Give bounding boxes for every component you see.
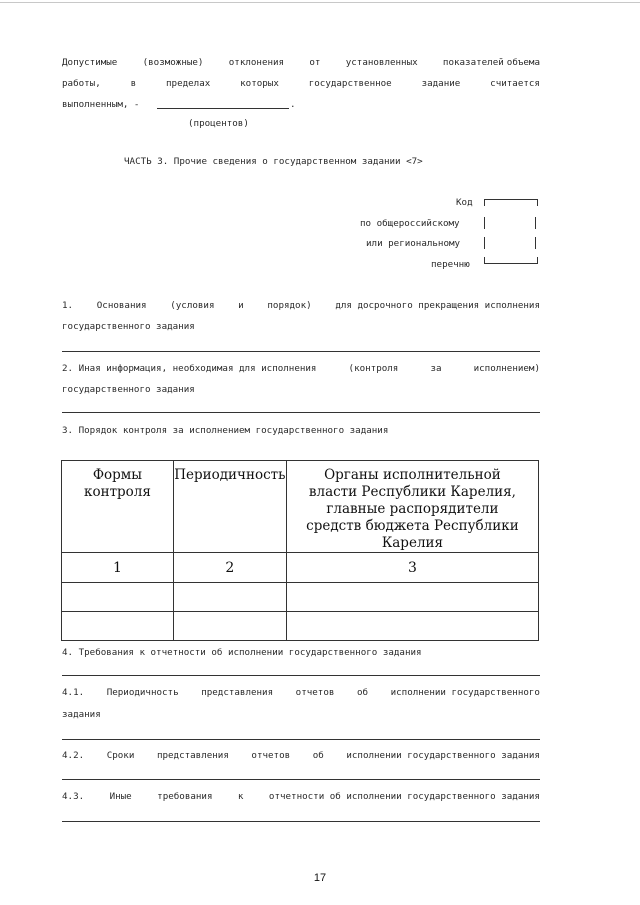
table-number-row [62,553,539,583]
table-cell[interactable] [62,583,174,612]
section-4-2-fill-line [62,779,540,780]
section-4-1-line-2: задания [62,709,101,720]
intro-word: которых [240,78,279,89]
section-2-fill-line [62,412,540,413]
intro-word: установленных [345,57,418,68]
intro-word: отклонения [228,57,285,68]
section-1-fill-line [62,351,540,352]
intro-word: работы, [62,78,101,89]
intro-word: Допустимые [62,57,118,68]
section-4-1-fill-line [62,739,540,740]
section-word: об [312,750,324,761]
percent-label: (процентов) [188,118,249,129]
section-word: Иные [109,791,132,802]
section-word: 4.3. [62,791,85,802]
section-word: порядок) [267,300,312,311]
section-word: исполнении государственного [390,687,540,698]
section-word: (условия [170,300,215,311]
section-word: Основания [96,300,147,311]
section-word: 2. Иная информация, необходимая для исполнения [62,363,317,374]
section-word: представления [156,750,229,761]
intro-word: в [130,78,137,89]
column-number: 2 [173,553,286,583]
code-label-list: перечню [431,259,470,270]
intro-word: задание [421,78,461,89]
table-row [62,583,539,612]
table-cell[interactable] [286,612,538,641]
intro-word: (возможные) [142,57,204,68]
section-word: об [356,687,369,698]
section-word: 4.2. [62,750,85,761]
section-3-title: 3. Порядок контроля за исполнением государственного задания [62,425,389,436]
section-4-3-fill-line [62,821,540,822]
column-number: 1 [62,553,174,583]
table-header-row [62,461,539,553]
top-border-line [0,2,640,3]
section-word: Сроки [106,750,135,761]
code-label-regional: или региональному [366,238,461,249]
section-2-line-2: государственного задания [62,384,195,395]
section-word: 4.1. [62,687,85,698]
table-cell[interactable] [286,583,538,612]
section-word: отчетов [295,687,335,698]
section-word: к [237,791,244,802]
header-authorities: Органы исполнительной власти Республики Карелия, главные распорядители средств бюджета Республики Карелия [286,461,538,553]
table-cell[interactable] [173,583,286,612]
header-periodicity: Периодичность [173,461,286,553]
section-1-line-1 [62,300,540,311]
intro-line-3-end: . [290,99,296,110]
intro-line-2 [62,78,540,89]
percent-blank-line [157,108,289,109]
intro-word: считается [490,78,540,89]
intro-word: от [309,57,321,68]
section-word: (контроля [348,363,399,374]
part3-title: ЧАСТЬ 3. Прочие сведения о государственном задании <7> [124,156,423,167]
section-word: 1. [62,300,74,311]
section-4-1-line-1 [62,687,540,698]
section-word: и [238,300,244,311]
intro-word: пределах [166,78,211,89]
intro-line-1 [62,57,540,68]
section-2-line-1 [62,363,540,374]
section-word: для досрочного прекращения исполнения [335,300,540,311]
section-word: отчетности об исполнении государственного задания [268,791,540,802]
section-4-title: 4. Требования к отчетности об исполнении государственного задания [62,647,422,658]
code-label: Код [456,197,473,208]
table-cell[interactable] [173,612,286,641]
intro-word: показателей [442,57,504,68]
section-word: Периодичность [106,687,179,698]
section-4-fill-line [62,675,540,676]
section-word: за [430,363,442,374]
section-word: исполнением) [473,363,540,374]
column-number: 3 [286,553,538,583]
section-word: требования [157,791,213,802]
section-word: представления [201,687,274,698]
table-row [62,612,539,641]
section-4-3-line [62,791,540,802]
control-table [61,460,539,641]
code-label-federal: по общероссийскому [360,218,460,229]
header-forms: Формы контроля [62,461,174,553]
intro-word: государственное [308,78,392,89]
section-word: исполнении государственного задания [346,750,540,761]
section-word: отчетов [251,750,291,761]
section-4-2-line [62,750,540,761]
intro-line-3: выполненным, - [62,99,140,110]
page-number: 17 [313,872,327,884]
code-box [484,199,536,264]
section-1-line-2: государственного задания [62,321,195,332]
intro-word: объема [506,57,540,68]
table-cell[interactable] [62,612,174,641]
